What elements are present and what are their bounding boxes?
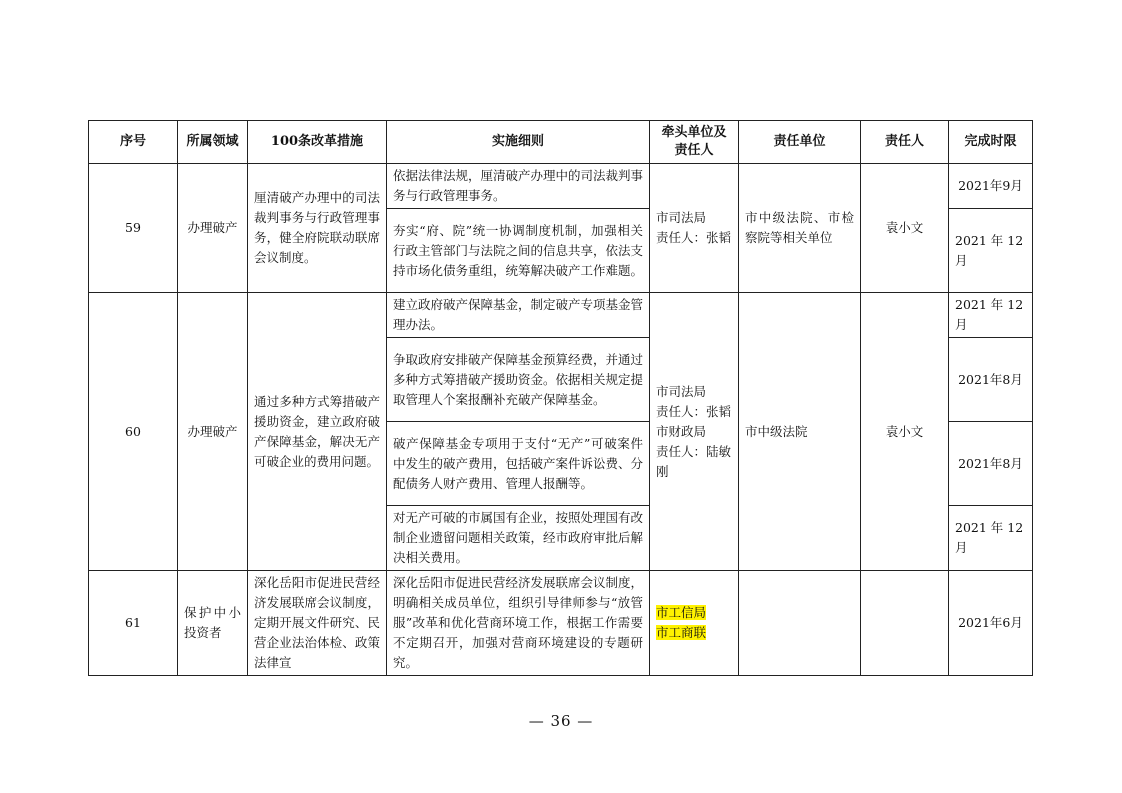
row61-lead-unit-1: 市工信局 [656, 605, 707, 620]
row59-seq: 59 [89, 164, 178, 293]
row61-domain: 保护中小投资者 [178, 571, 248, 676]
row60-measure: 通过多种方式筹措破产援助资金，建立政府破产保障基金，解决无产可破企业的费用问题。 [248, 293, 387, 571]
row61-detail-1: 深化岳阳市促进民营经济发展联席会议制度，明确相关成员单位，组织引导律师参与“放管服”改革和优化营商环境工作，根据工作需要不定期召开，加强对营商环境建设的专题研究。 [387, 571, 650, 676]
row60-deadline-1: 2021 年 12 月 [949, 293, 1033, 338]
header-responsible-unit: 责任单位 [739, 121, 861, 164]
row60-responsible-unit: 市中级法院 [739, 293, 861, 571]
page-number: — 36 — [528, 712, 594, 730]
row59-lead-person: 责任人：张韬 [656, 230, 732, 245]
row60-deadline-4: 2021 年 12 月 [949, 506, 1033, 571]
row60-detail-2: 争取政府安排破产保障基金预算经费，并通过多种方式筹措破产援助资金。依据相关规定提取管理人个案报酬补充破产保障基金。 [387, 338, 650, 422]
row60-lead-person-2: 责任人：陆敏刚 [656, 443, 732, 479]
header-domain: 所属领域 [178, 121, 248, 164]
row61-deadline-1: 2021年6月 [949, 571, 1033, 676]
row60-lead-person-1: 责任人：张韬 [656, 403, 732, 419]
header-responsible-person: 责任人 [861, 121, 949, 164]
row60-deadline-2: 2021年8月 [949, 338, 1033, 422]
row60-lead-unit-1: 市司法局 [656, 383, 707, 399]
header-lead-line2: 责任人 [674, 143, 714, 158]
row59-deadline-2: 2021 年 12 月 [949, 209, 1033, 293]
header-row [89, 121, 1033, 164]
header-deadline: 完成时限 [949, 121, 1033, 164]
row60-deadline-3: 2021年8月 [949, 422, 1033, 506]
row60-detail-4: 对无产可破的市属国有企业，按照处理国有改制企业遗留问题相关政策，经市政府审批后解决相关费用。 [387, 506, 650, 571]
row59-responsible-unit: 市中级法院、市检察院等相关单位 [739, 164, 861, 293]
row61-lead [650, 571, 739, 676]
header-lead-line1: 牵头单位及 [661, 125, 727, 140]
row59-detail-2: 夯实“府、院”统一协调制度机制，加强相关行政主管部门与法院之间的信息共享，依法支持市场化债务重组，统筹解决破产工作难题。 [387, 209, 650, 293]
header-detail: 实施细则 [387, 121, 650, 164]
reform-table [88, 120, 1033, 676]
table-row [89, 571, 1033, 676]
row60-domain: 办理破产 [178, 293, 248, 571]
row60-seq: 60 [89, 293, 178, 571]
row59-domain: 办理破产 [178, 164, 248, 293]
row59-lead [650, 164, 739, 293]
row59-deadline-1: 2021年9月 [949, 164, 1033, 209]
row61-measure: 深化岳阳市促进民营经济发展联席会议制度，定期开展文件研究、民营企业法治体检、政策法律宣 [248, 571, 387, 676]
header-lead [650, 121, 739, 164]
header-seq: 序号 [89, 121, 178, 164]
table-row [89, 164, 1033, 209]
row60-lead-unit-2: 市财政局 [656, 423, 707, 439]
row59-detail-1: 依据法律法规，厘清破产办理中的司法裁判事务与行政管理事务。 [387, 164, 650, 209]
row59-responsible-person: 袁小文 [861, 164, 949, 293]
row61-seq: 61 [89, 571, 178, 676]
row60-detail-3: 破产保障基金专项用于支付“无产”可破案件中发生的破产费用，包括破产案件诉讼费、分配债务人财产费用、管理人报酬等。 [387, 422, 650, 506]
row59-measure: 厘清破产办理中的司法裁判事务与行政管理事务，健全府院联动联席会议制度。 [248, 164, 387, 293]
row60-lead [650, 293, 739, 571]
table-row [89, 293, 1033, 338]
row61-responsible-person [861, 571, 949, 676]
row60-responsible-person: 袁小文 [861, 293, 949, 571]
header-measure: 100条改革措施 [248, 121, 387, 164]
row60-detail-1: 建立政府破产保障基金，制定破产专项基金管理办法。 [387, 293, 650, 338]
row59-lead-unit: 市司法局 [656, 210, 707, 225]
row61-responsible-unit [739, 571, 861, 676]
row61-lead-unit-2: 市工商联 [656, 625, 707, 640]
